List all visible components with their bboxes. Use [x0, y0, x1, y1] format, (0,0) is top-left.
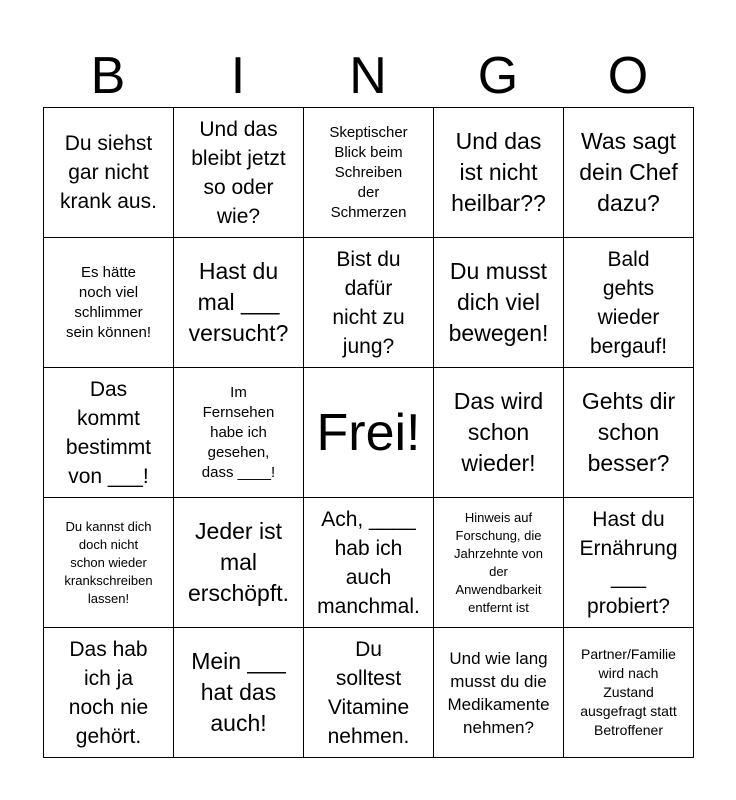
bingo-cell[interactable]: [304, 108, 434, 238]
cell-text: Das kommt bestimmt von ___!: [65, 377, 152, 488]
cell-text: Hast du mal ___ versucht?: [188, 258, 289, 346]
cell-text: Du siehst gar nicht krank aus.: [60, 132, 157, 213]
cell-text: Bald gehts wieder bergauf!: [589, 247, 668, 358]
header-letter-b: B: [90, 47, 126, 105]
cell-text: Gehts dir schon besser?: [581, 388, 676, 476]
cell-text: Hinweis auf Forschung, die Jahrzehnte von der Anwendbarkeit entfernt ist: [454, 509, 543, 615]
bingo-cell[interactable]: [44, 108, 174, 238]
bingo-cell[interactable]: [564, 108, 694, 238]
cell-text: Was sagt dein Chef dazu?: [579, 128, 678, 216]
cell-text: Bist du dafür nicht zu jung?: [332, 247, 405, 358]
bingo-cell[interactable]: [44, 628, 174, 758]
cell-text: Und das ist nicht heilbar??: [451, 128, 546, 216]
bingo-cell[interactable]: [44, 498, 174, 628]
bingo-cell[interactable]: [434, 628, 564, 758]
cell-text: Das wird schon wieder!: [453, 388, 544, 476]
bingo-cell[interactable]: [304, 628, 434, 758]
bingo-grid: [43, 107, 694, 758]
bingo-cell[interactable]: [564, 368, 694, 498]
free-space[interactable]: [304, 368, 434, 498]
cell-text: Das hab ich ja noch nie gehört.: [68, 637, 149, 748]
bingo-cell[interactable]: [564, 498, 694, 628]
cell-text: Hast du Ernährung ___ probiert?: [579, 507, 678, 618]
cell-text: Ach, ____ hab ich auch manchmal.: [317, 507, 420, 618]
header-letter-n: N: [349, 47, 387, 105]
bingo-cell[interactable]: [434, 238, 564, 368]
cell-text: Es hätte noch viel schlimmer sein können!: [65, 263, 152, 341]
bingo-cell[interactable]: [174, 628, 304, 758]
cell-text: Du musst dich viel bewegen!: [448, 258, 549, 346]
bingo-cell[interactable]: [304, 238, 434, 368]
bingo-cell[interactable]: [174, 238, 304, 368]
cell-text: Im Fernsehen habe ich gesehen, dass ____!: [201, 383, 276, 481]
bingo-cell[interactable]: [434, 498, 564, 628]
cell-text: Du solltest Vitamine nehmen.: [327, 637, 410, 748]
cell-text: Jeder ist mal erschöpft.: [188, 518, 289, 606]
cell-text: Skeptischer Blick beim Schreiben der Schmerzen: [329, 123, 408, 221]
bingo-cell[interactable]: [564, 628, 694, 758]
bingo-cell[interactable]: [174, 498, 304, 628]
bingo-cell[interactable]: [564, 238, 694, 368]
bingo-cell[interactable]: [44, 238, 174, 368]
free-space-text: Frei!: [316, 403, 421, 462]
cell-text: Und das bleibt jetzt so oder wie?: [191, 117, 286, 228]
header-letter-o: O: [607, 47, 649, 105]
bingo-cell[interactable]: [174, 368, 304, 498]
bingo-cell[interactable]: [174, 108, 304, 238]
cell-text: Mein ___ hat das auch!: [191, 648, 286, 736]
bingo-header: [43, 46, 693, 106]
bingo-cell[interactable]: [434, 368, 564, 498]
bingo-cell[interactable]: [434, 108, 564, 238]
bingo-cell[interactable]: [304, 498, 434, 628]
cell-text: Partner/Familie wird nach Zustand ausgefragt statt Betroffener: [580, 646, 677, 738]
cell-text: Du kannst dich doch nicht schon wieder krankschreiben lassen!: [64, 518, 153, 606]
header-letter-i: I: [230, 47, 246, 105]
bingo-cell[interactable]: [44, 368, 174, 498]
header-letter-g: G: [477, 47, 519, 105]
cell-text: Und wie lang musst du die Medikamente nehmen?: [447, 648, 550, 737]
